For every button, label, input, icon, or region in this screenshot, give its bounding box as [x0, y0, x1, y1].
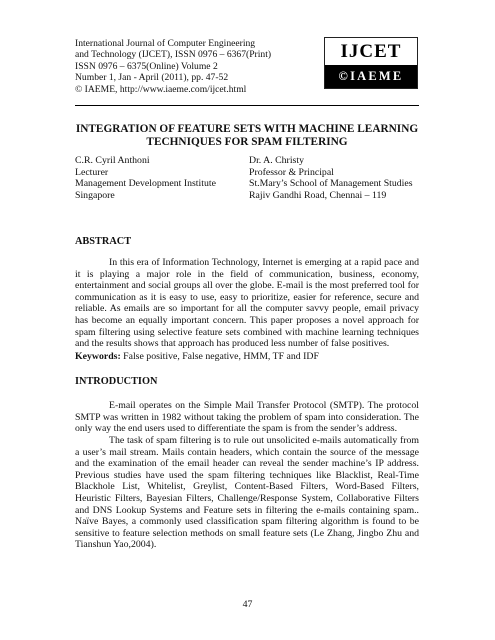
author-affiliation: Management Development Institute	[75, 178, 216, 190]
author-location: Rajiv Gandhi Road, Chennai – 119	[249, 189, 387, 201]
author-location: Singapore	[75, 189, 115, 201]
introduction-heading: INTRODUCTION	[75, 376, 158, 387]
author-block-1	[75, 155, 216, 201]
abstract-heading: ABSTRACT	[75, 236, 132, 247]
keywords-text: False positive, False negative, HMM, TF and IDF	[120, 351, 319, 362]
introduction-paragraph-2: The task of spam filtering is to rule out unsolicited e-mails automatically from a user’s mail stream. Mails contain headers, which contain the source of the message and the examination of the email header can reveal the sender machine’s IP address. Previous studies have used the spam filtering techniques like Blacklist, Real-Time Blackhole List, Whitelist, Greylist, Content-Based Filters, Word-Based Filters, Heuristic Filters, Bayesian Filters, Challenge/Response System, Collaborative Filters and DNS Lookup Systems and Feature sets in filtering the e-mails containing spam.. Naïve Bayes, a commonly used classification spam filtering algorithm is found to be sensitive to feature selection methods on small feature sets (Le Zhang, Jingbo Zhu and Tianshun Yao,2004).	[75, 435, 419, 551]
journal-line: and Technology (IJCET), ISSN 0976 – 6367(Print)	[75, 49, 272, 61]
page-number: 47	[242, 599, 253, 610]
author-role: Professor & Principal	[249, 166, 334, 178]
journal-info	[75, 38, 310, 95]
abstract-text: In this era of Information Technology, Internet is emerging at a rapid pace and it is playing a major role in the field of communication, business, economy, entertainment and social groups all over the globe. E-mail is the most preferred tool for communication as it is easy to use, easy to prioritize, easier for reference, secure and reliable. As emails are so important for all the computer savvy people, email privacy has become an equally important concern. This paper proposes a novel approach for spam filtering using selective feature sets combined with machine learning techniques and the results shows that approach has produced less number of false positives.	[75, 257, 419, 350]
keywords	[75, 351, 419, 363]
author-role: Lecturer	[75, 166, 109, 178]
header-rule	[75, 105, 419, 106]
journal-line: International Journal of Computer Engineering	[75, 38, 256, 49]
journal-line: ISSN 0976 – 6375(Online) Volume 2	[75, 60, 218, 72]
author-block-2	[249, 155, 413, 201]
author-name: C.R. Cyril Anthoni	[75, 155, 150, 166]
journal-line: Number 1, Jan - April (2011), pp. 47-52	[75, 72, 229, 84]
journal-logo	[324, 37, 418, 89]
author-affiliation: St.Mary’s School of Management Studies	[249, 178, 413, 190]
paper-title: INTEGRATION OF FEATURE SETS WITH MACHINE LEARNING TECHNIQUES FOR SPAM FILTERING	[75, 123, 419, 149]
logo-top-text: IJCET	[325, 38, 417, 65]
journal-line: © IAEME, http://www.iaeme.com/ijcet.html	[75, 83, 247, 95]
author-name: Dr. A. Christy	[249, 155, 304, 166]
keywords-label: Keywords:	[75, 351, 121, 362]
introduction-paragraph-1: E-mail operates on the Simple Mail Transfer Protocol (SMTP). The protocol SMTP was written in 1982 without taking the problem of spam into consideration. The only way the end users used to differentiate the spam is from the sender’s address.	[75, 400, 419, 435]
logo-bottom-text: ©IAEME	[325, 65, 417, 88]
